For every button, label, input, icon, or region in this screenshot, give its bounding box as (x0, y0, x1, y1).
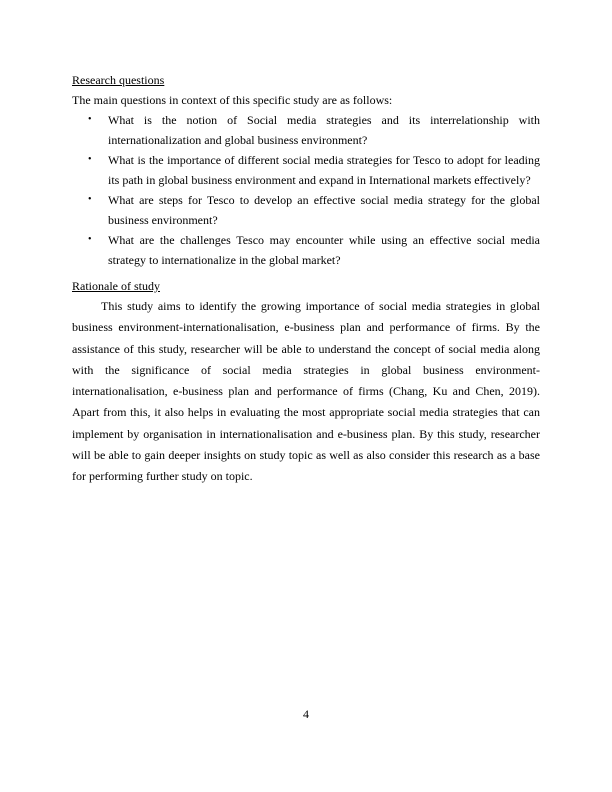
question-text: What is the notion of Social media strategies and its interrelationship with internationalization and global business environment? (108, 113, 540, 147)
bullet-icon: • (88, 234, 92, 245)
page-number: 4 (303, 707, 309, 721)
document-page (72, 70, 540, 488)
list-item (72, 230, 540, 270)
list-item (72, 110, 540, 150)
list-item (72, 150, 540, 190)
bullet-icon: • (88, 194, 92, 205)
research-questions-intro: The main questions in context of this specific study are as follows: (72, 93, 393, 107)
list-item (72, 190, 540, 230)
rationale-paragraph: This study aims to identify the growing importance of social media strategies in global business environment-internationalisation, e-business plan and performance of firms. By the assistance of this study, researcher will be able to understand the concept of social media along with the significance of social media strategies in global business environment-internationalisation, e-business plan and performance of firms (Chang, Ku and Chen, 2019). Apart from this, it also helps in evaluating the most appropriate social media strategies that can implement by organisation in internationalisation and e-business plan. By this study, researcher will be able to gain deeper insights on study topic as well as also consider this research as a base for performing further study on topic. (72, 299, 540, 484)
question-text: What is the importance of different social media strategies for Tesco to adopt for leading its path in global business environment and expand in International markets effectively? (108, 153, 540, 187)
question-text: What are the challenges Tesco may encounter while using an effective social media strategy to internationalize in the global market? (108, 233, 540, 267)
bullet-icon: • (88, 114, 92, 125)
rationale-heading: Rationale of study (72, 279, 160, 293)
research-questions-list (72, 110, 540, 270)
question-text: What are steps for Tesco to develop an effective social media strategy for the global business environment? (108, 193, 540, 227)
research-questions-heading: Research questions (72, 73, 165, 87)
bullet-icon: • (88, 154, 92, 165)
